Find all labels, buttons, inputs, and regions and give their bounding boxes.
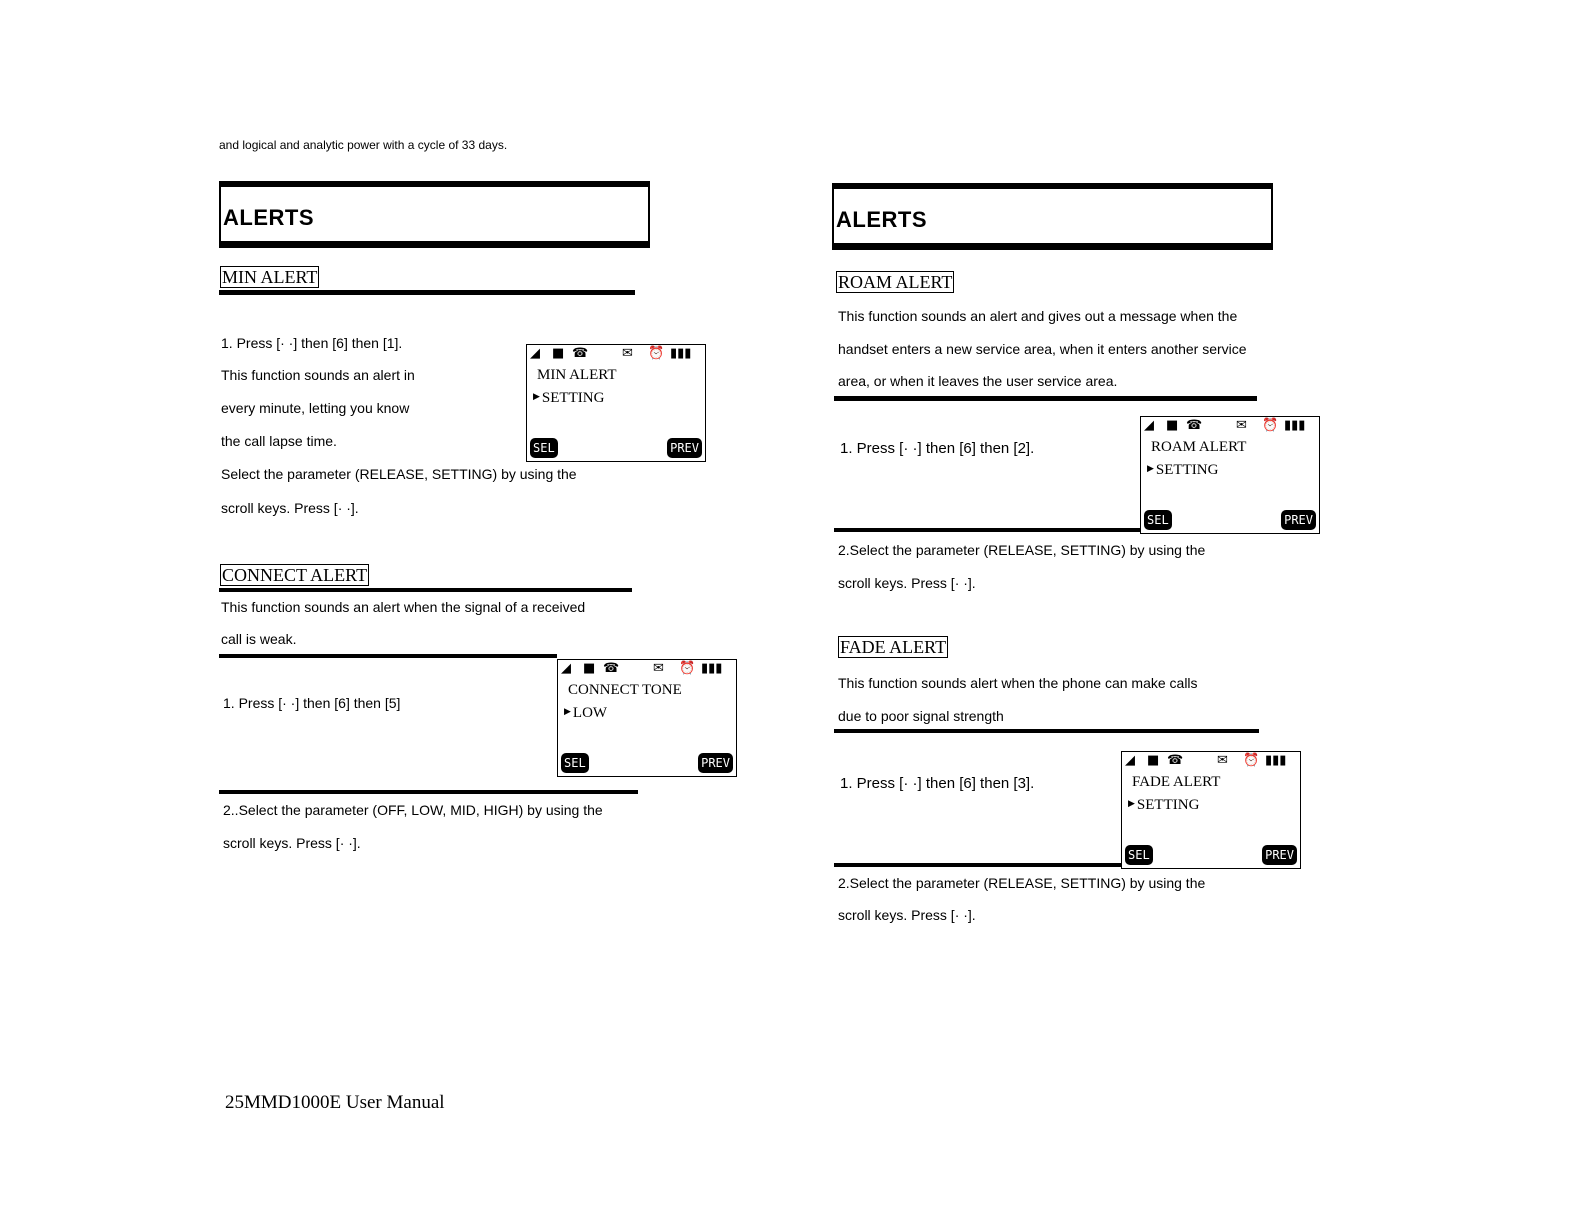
fade-alert-select1: 2.Select the parameter (RELEASE, SETTING) by using the <box>838 875 1206 891</box>
connect-alert-select2: scroll keys. Press [· ·]. <box>223 835 361 851</box>
prev-softkey[interactable]: PREV <box>1281 510 1316 530</box>
min-alert-step1: 1. Press [· ·] then [6] then [1]. <box>221 335 403 351</box>
connect-alert-phone-screen <box>557 659 737 777</box>
fade-alert-desc2: due to poor signal strength <box>838 708 1004 724</box>
phone-icon: ■ <box>552 346 565 361</box>
left-section-title <box>219 185 650 243</box>
screen-line2 <box>564 705 607 722</box>
roam-alert-desc1: This function sounds an alert and gives out a message when the <box>838 308 1238 324</box>
divider <box>834 396 1257 401</box>
divider <box>834 863 1121 867</box>
screen-line2-text: LOW <box>572 705 608 721</box>
roam-alert-step1: 1. Press [· ·] then [6] then [2]. <box>840 440 1035 457</box>
alarm-icon: ⏰ <box>1262 418 1279 433</box>
roam-alert-phone-screen <box>1140 416 1320 534</box>
roam-alert-desc2: handset enters a new service area, when it enters another service <box>838 341 1247 357</box>
prev-softkey[interactable]: PREV <box>698 753 733 773</box>
arrow-right-icon: ▶ <box>533 391 540 401</box>
roam-alert-desc3: area, or when it leaves the user service area. <box>838 373 1118 389</box>
connect-alert-heading: CONNECT ALERT <box>222 565 368 585</box>
roam-alert-heading: ROAM ALERT <box>838 272 953 292</box>
message-icon: ✉ <box>1236 418 1247 433</box>
footer-manual-title: 25MMD1000E User Manual <box>225 1092 445 1113</box>
min-alert-phone-screen <box>526 344 706 462</box>
min-alert-select1: Select the parameter (RELEASE, SETTING) by using the <box>221 466 577 482</box>
top-line: and logical and analytic power with a cycle of 33 days. <box>219 138 508 152</box>
call-icon: ☎ <box>1186 418 1203 433</box>
phone-icon: ■ <box>1147 753 1160 768</box>
right-section-title <box>832 187 1273 245</box>
min-alert-select2: scroll keys. Press [· ·]. <box>221 500 359 516</box>
signal-icon: ◢ <box>530 346 540 361</box>
battery-icon: ▮▮▮ <box>701 661 723 676</box>
battery-icon: ▮▮▮ <box>1284 418 1306 433</box>
connect-alert-desc2: call is weak. <box>221 631 297 647</box>
divider <box>219 654 557 658</box>
screen-line2-text: SETTING <box>541 390 605 406</box>
call-icon: ☎ <box>572 346 589 361</box>
sel-softkey[interactable]: SEL <box>561 753 589 773</box>
message-icon: ✉ <box>1217 753 1228 768</box>
right-section-title-text: ALERTS <box>836 207 927 232</box>
divider <box>834 729 1259 733</box>
min-alert-desc2: every minute, letting you know <box>221 400 410 416</box>
arrow-right-icon: ▶ <box>1128 798 1135 808</box>
alarm-icon: ⏰ <box>1243 753 1260 768</box>
sel-softkey[interactable]: SEL <box>530 438 558 458</box>
screen-line2 <box>1128 797 1199 814</box>
call-icon: ☎ <box>1167 753 1184 768</box>
divider <box>219 790 638 794</box>
arrow-right-icon: ▶ <box>1147 463 1154 473</box>
fade-alert-heading: FADE ALERT <box>840 637 947 657</box>
screen-line1: FADE ALERT <box>1132 774 1221 790</box>
signal-icon: ◢ <box>561 661 571 676</box>
fade-alert-phone-screen <box>1121 751 1301 869</box>
alarm-icon: ⏰ <box>679 661 696 676</box>
fade-alert-desc1: This function sounds alert when the phone can make calls <box>838 675 1198 691</box>
screen-line1: MIN ALERT <box>537 367 617 383</box>
min-alert-desc3: the call lapse time. <box>221 433 337 449</box>
divider <box>219 290 635 295</box>
connect-alert-step1: 1. Press [· ·] then [6] then [5] <box>223 695 401 711</box>
screen-line2 <box>1147 462 1218 479</box>
message-icon: ✉ <box>653 661 664 676</box>
phone-icon: ■ <box>1166 418 1179 433</box>
roam-alert-select1: 2.Select the parameter (RELEASE, SETTING) by using the <box>838 542 1206 558</box>
fade-alert-select2: scroll keys. Press [· ·]. <box>838 907 976 923</box>
sel-softkey[interactable]: SEL <box>1144 510 1172 530</box>
min-alert-desc1: This function sounds an alert in <box>221 367 415 383</box>
signal-icon: ◢ <box>1125 753 1135 768</box>
connect-alert-select1: 2..Select the parameter (OFF, LOW, MID, HIGH) by using the <box>223 802 603 818</box>
divider <box>834 528 1140 532</box>
screen-line2 <box>533 390 604 407</box>
message-icon: ✉ <box>622 346 633 361</box>
phone-icon: ■ <box>583 661 596 676</box>
left-section-title-text: ALERTS <box>223 205 314 230</box>
signal-icon: ◢ <box>1144 418 1154 433</box>
screen-line1: CONNECT TONE <box>568 682 682 698</box>
sel-softkey[interactable]: SEL <box>1125 845 1153 865</box>
divider <box>219 588 632 592</box>
prev-softkey[interactable]: PREV <box>1262 845 1297 865</box>
battery-icon: ▮▮▮ <box>1265 753 1287 768</box>
prev-softkey[interactable]: PREV <box>667 438 702 458</box>
arrow-right-icon: ▶ <box>564 706 571 716</box>
screen-line1: ROAM ALERT <box>1151 439 1247 455</box>
alarm-icon: ⏰ <box>648 346 665 361</box>
min-alert-heading: MIN ALERT <box>222 267 318 287</box>
call-icon: ☎ <box>603 661 620 676</box>
fade-alert-step1: 1. Press [· ·] then [6] then [3]. <box>840 775 1035 792</box>
battery-icon: ▮▮▮ <box>670 346 692 361</box>
screen-line2-text: SETTING <box>1155 462 1219 478</box>
connect-alert-desc1: This function sounds an alert when the signal of a received <box>221 599 586 615</box>
screen-line2-text: SETTING <box>1136 797 1200 813</box>
roam-alert-select2: scroll keys. Press [· ·]. <box>838 575 976 591</box>
